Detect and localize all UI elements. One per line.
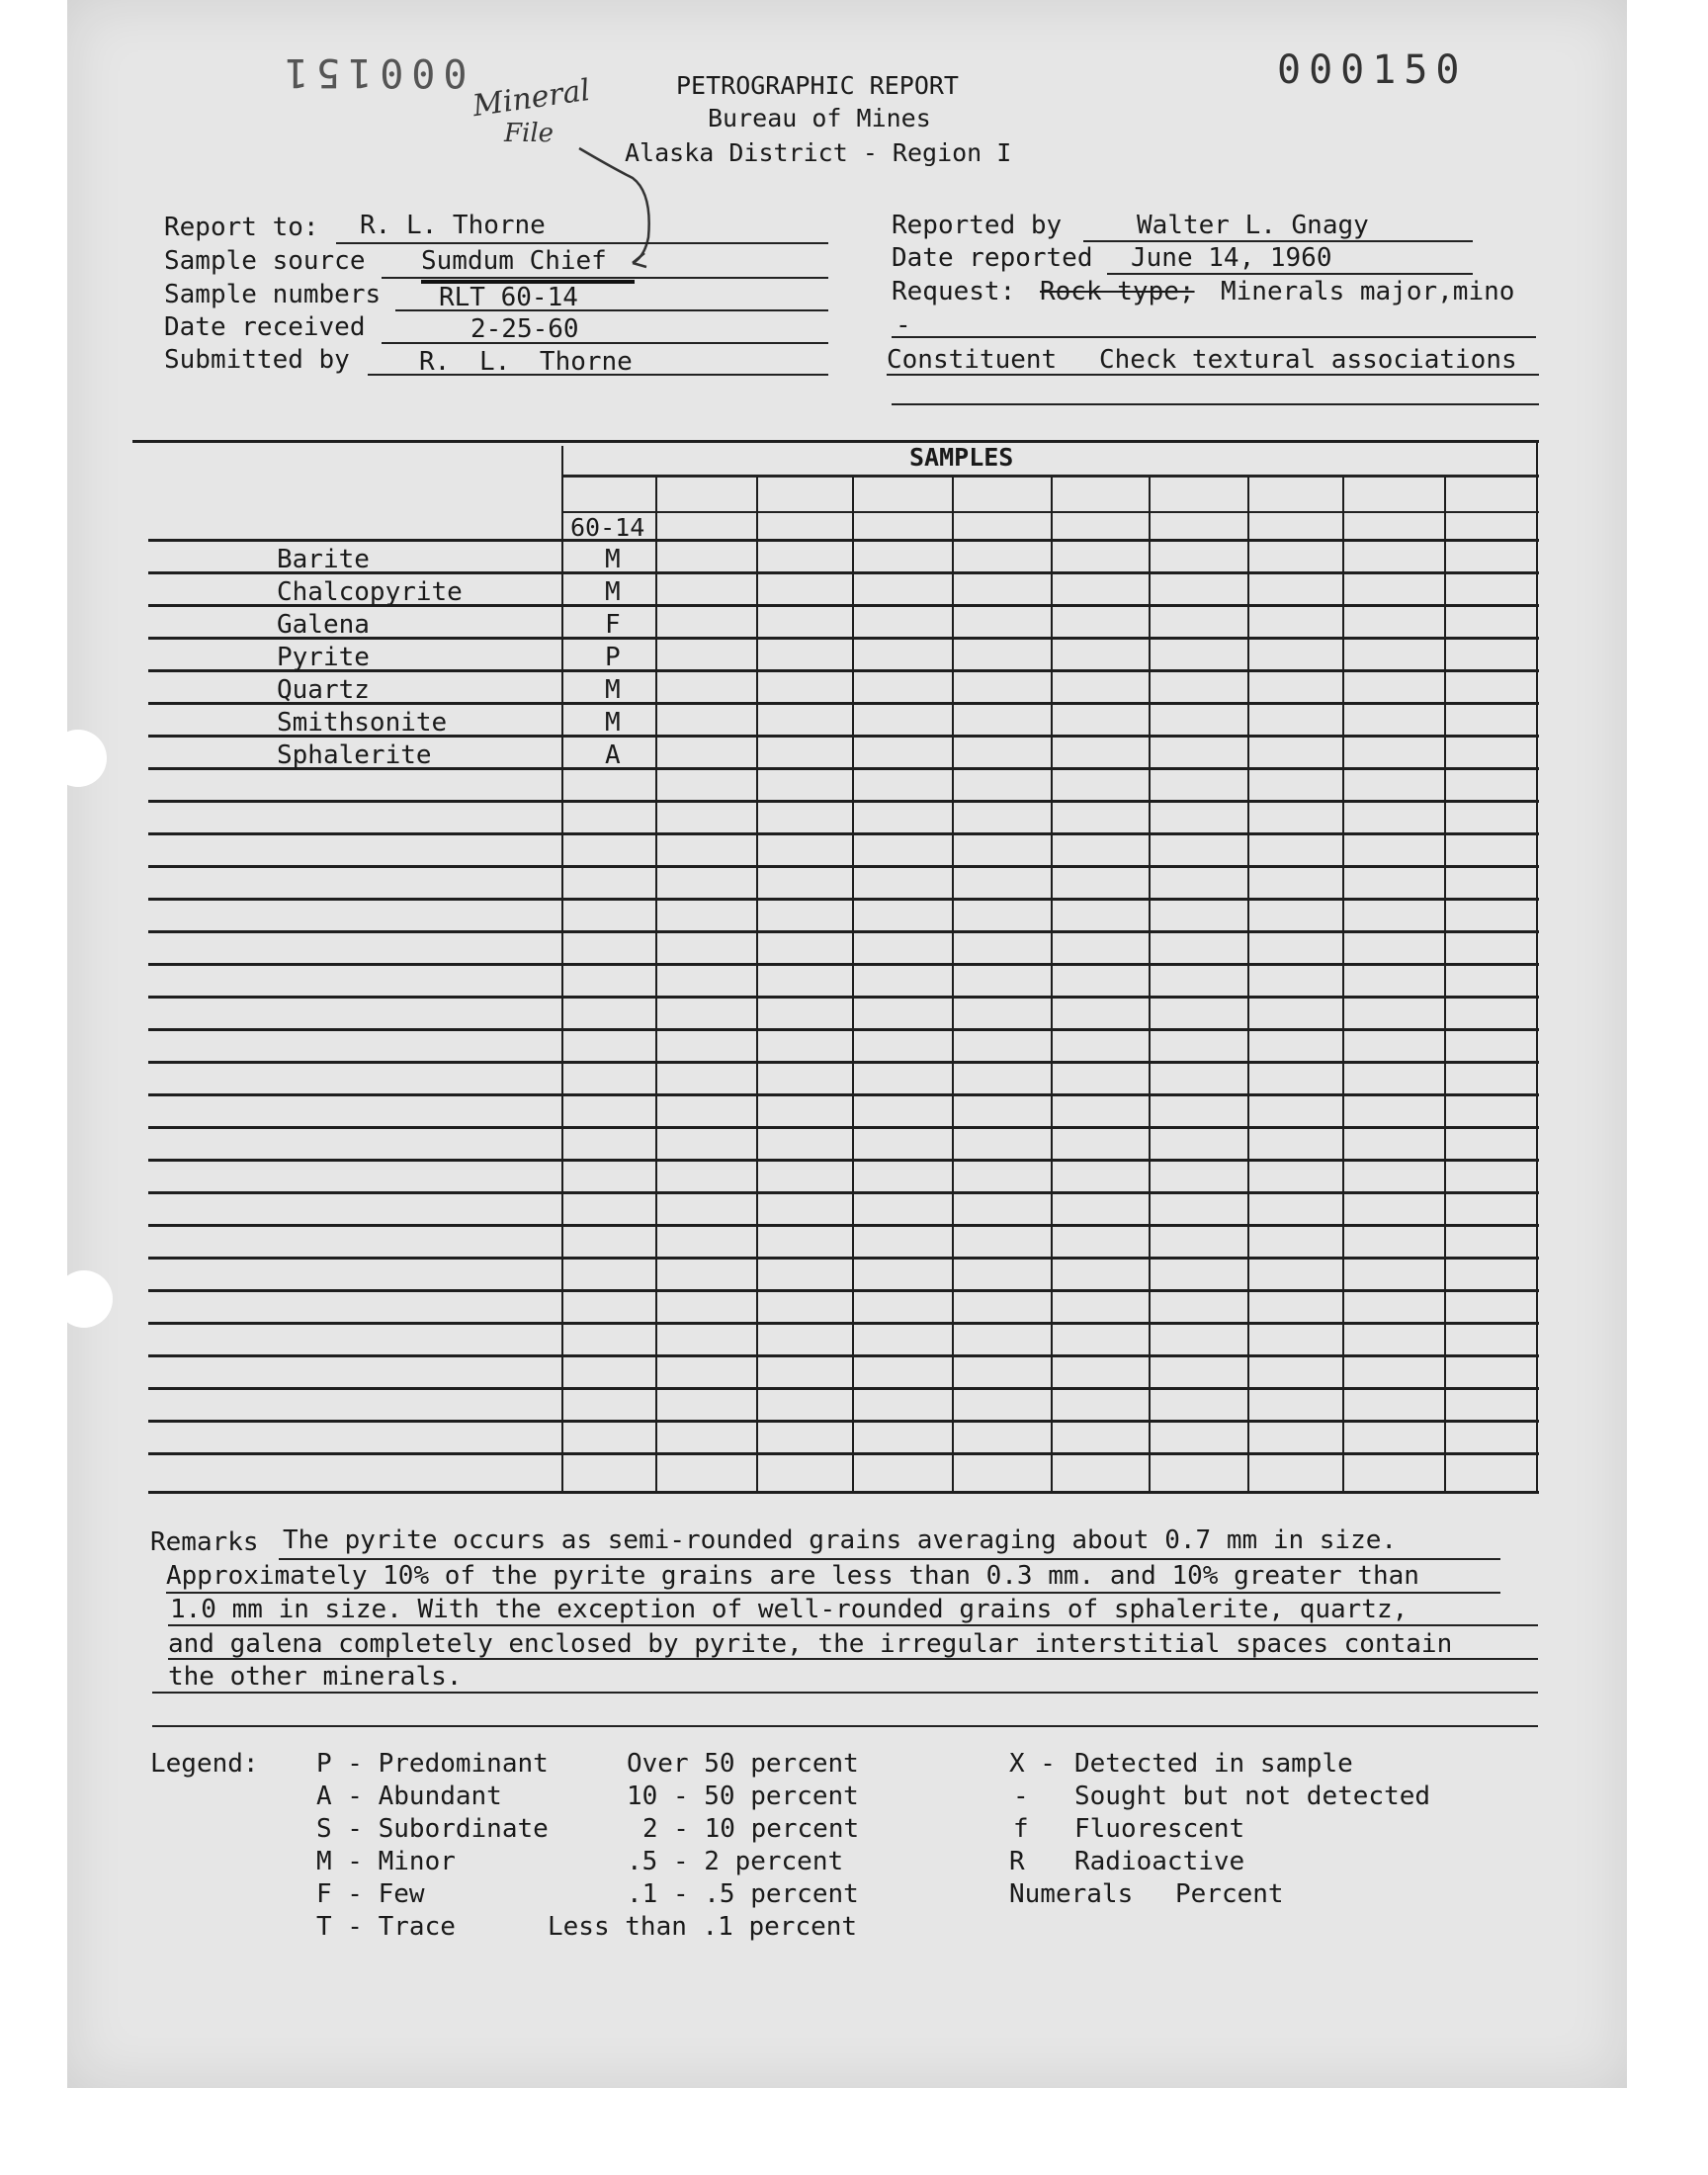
table-col-divider [1342,477,1344,1494]
remarks-line: and galena completely enclosed by pyrite, the irregular interstitial spaces contain [168,1629,1453,1659]
mineral-code: M [605,577,621,607]
binder-hole [49,730,107,787]
date-reported-value: June 14, 1960 [1131,243,1332,273]
legend-range: 2 - 10 percent [642,1814,860,1844]
request-line2-value: - [896,310,911,340]
table-col-divider [1051,477,1053,1494]
constituent-line [887,374,1539,376]
sample-numbers-value: RLT 60-14 [439,283,578,312]
table-label-divider [561,446,563,1494]
report-to-line [336,242,828,244]
date-received-line [382,342,828,344]
legend-code: R [1009,1847,1025,1876]
table-col-divider [655,477,657,1494]
legend-code: X - [1009,1749,1056,1779]
table-right-border [1536,440,1538,1494]
constituent-line-2 [892,403,1539,405]
legend-desc: Fluorescent [1074,1814,1245,1844]
mineral-name: Barite [277,545,370,574]
remarks-rule [168,1624,1538,1626]
sample-numbers-line [395,309,828,311]
table-col-divider [1149,477,1151,1494]
legend-range: 10 - 50 percent [627,1782,859,1811]
mineral-code: A [605,740,621,770]
mineral-name: Galena [277,610,370,640]
date-reported-line [1107,273,1473,275]
legend-code: - [1013,1782,1029,1811]
remarks-rule [168,1658,1538,1660]
table-col-divider [1444,477,1446,1494]
remarks-rule [166,1592,1500,1594]
legend-code: F - Few [316,1879,425,1909]
legend-code: P - Predominant [316,1749,549,1779]
request-struck-value: Rock type; [1040,277,1195,306]
date-received-value: 2-25-60 [470,314,579,344]
mineral-name: Quartz [277,675,370,705]
table-top-border [132,440,1539,443]
legend-label: Legend: [150,1749,259,1779]
legend-code: M - Minor [316,1847,456,1876]
report-title: PETROGRAPHIC REPORT [676,71,959,100]
remarks-rule [152,1692,1538,1694]
date-reported-label: Date reported [892,243,1093,273]
remarks-label: Remarks [150,1527,259,1557]
legend-range: .1 - .5 percent [627,1879,859,1909]
remarks-rule [279,1558,1500,1560]
legend-desc: Percent [1175,1879,1284,1909]
report-to-label: Report to: [164,213,319,242]
doc-id-stamp-right: 000150 [1277,47,1468,93]
sample-numbers-label: Sample numbers [164,280,382,309]
legend-desc: Sought but not detected [1074,1782,1431,1811]
legend-desc: Detected in sample [1074,1749,1353,1779]
remarks-line: The pyrite occurs as semi-rounded grains averaging about 0.7 mm in size. [283,1525,1398,1555]
sample-source-label: Sample source [164,246,366,276]
submitted-by-label: Submitted by [164,345,350,375]
legend-code: T - Trace [316,1912,456,1942]
mineral-code: F [605,610,621,640]
sample-source-line [382,277,828,279]
mineral-code: M [605,708,621,738]
request-value: Minerals major,mino [1221,277,1515,306]
remarks-line: Approximately 10% of the pyrite grains are less than 0.3 mm. and 10% greater than [166,1561,1419,1591]
submitted-by-line [368,374,828,376]
table-col-divider [1247,477,1249,1494]
mineral-code: M [605,675,621,705]
reported-by-value: Walter L. Gnagy [1137,211,1369,240]
legend-range: Over 50 percent [627,1749,859,1779]
doc-id-stamp-left: 000151 [277,49,468,95]
table-col-divider [852,477,854,1494]
table-col-divider [756,477,758,1494]
bureau-name: Bureau of Mines [708,104,931,132]
legend-code: f [1013,1814,1029,1844]
table-col-divider [952,477,954,1494]
mineral-code: M [605,545,621,574]
mineral-name: Smithsonite [277,708,448,738]
handwritten-note-file: File [504,119,555,148]
sample-col-header: 60-14 [570,513,645,542]
request-label: Request: [892,277,1016,306]
remarks-rule [152,1725,1538,1727]
mineral-name: Pyrite [277,643,370,672]
constituent-label: Constituent [887,345,1058,375]
date-received-label: Date received [164,312,366,342]
handwritten-note-mineral: Mineral [470,72,593,125]
remarks-line: 1.0 mm in size. With the exception of well-rounded grains of sphalerite, quartz, [170,1595,1409,1624]
legend-code: S - Subordinate [316,1814,549,1844]
mineral-name: Chalcopyrite [277,577,463,607]
legend-code: A - Abundant [316,1782,502,1811]
constituent-value: Check textural associations [1099,345,1517,375]
binder-hole [55,1270,113,1328]
submitted-by-value: R. L. Thorne [419,347,633,377]
mineral-code: P [605,643,621,672]
report-to-value: R. L. Thorne [360,211,546,240]
mineral-name: Sphalerite [277,740,432,770]
legend-range: Less than .1 percent [548,1912,858,1942]
legend-code: Numerals [1009,1879,1134,1909]
remarks-line: the other minerals. [168,1662,463,1692]
samples-header: SAMPLES [909,443,1014,472]
legend-range: .5 - 2 percent [627,1847,844,1876]
request-line-2 [892,336,1536,338]
reported-by-line [1083,240,1473,242]
sample-source-value: Sumdum Chief [421,246,607,276]
reported-by-label: Reported by [892,211,1063,240]
legend-desc: Radioactive [1074,1847,1245,1876]
district-name: Alaska District - Region I [625,138,1012,167]
